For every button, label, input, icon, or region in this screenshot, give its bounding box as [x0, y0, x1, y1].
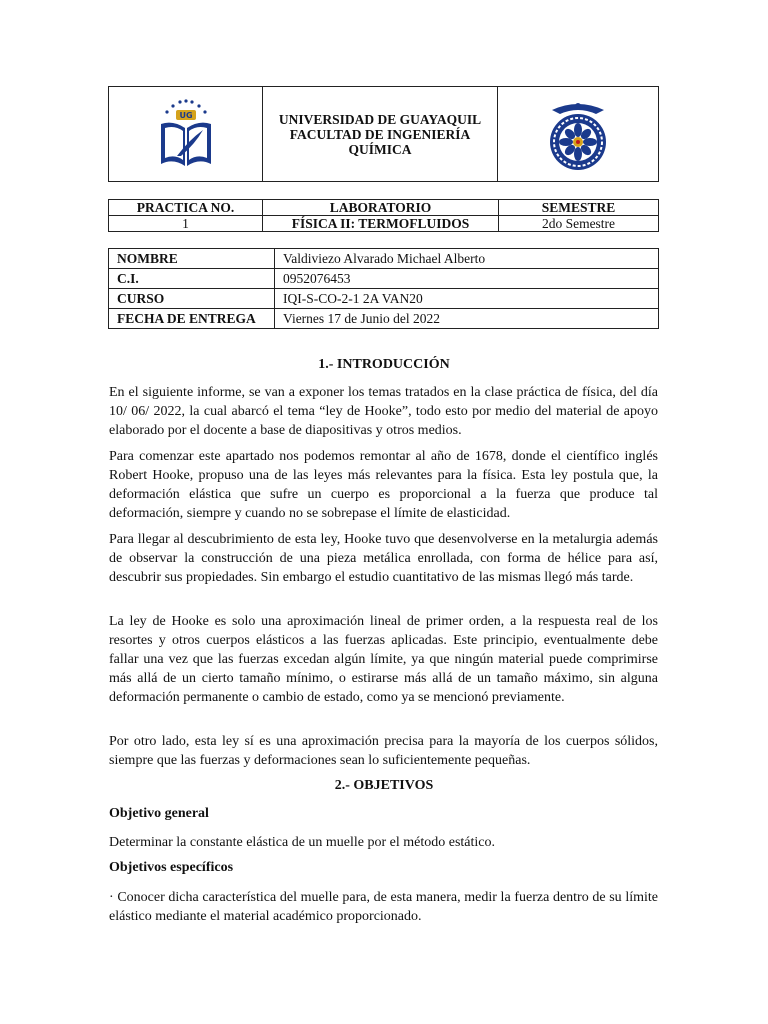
intro-paragraph-5: Por otro lado, esta ley sí es una aproximación precisa para la mayoría de los cuerpos sólidos, siempre que las fuerzas y deformaciones sean lo suficientemente pequeñas.	[109, 734, 658, 768]
id-label: C.I.	[109, 269, 275, 289]
header-title-cell	[263, 87, 498, 181]
introduction-heading: 1.- INTRODUCCIÓN	[318, 357, 450, 372]
student-info-table	[108, 248, 659, 329]
intro-paragraph-4: La ley de Hooke es solo una aproximación lineal de primer orden, a la respuesta real de los resortes y otros cuerpos elásticos a las fuerzas aplicadas. Este principio, eventualmente debe fallar una vez que las fuerzas excedan algún límite, ya que ningún material puede comprimirse más allá de un cierto tamaño mínimo, o estirarse más allá de un tamaño máximo, sin alguna deformación permanente o cambio de estado, como ya se mencionó previamente.	[109, 614, 658, 705]
semester-header: SEMESTRE	[499, 200, 659, 216]
laboratory-header: LABORATORIO	[263, 200, 499, 216]
university-logo-icon	[147, 94, 225, 174]
intro-paragraph-1: En el siguiente informe, se van a exponer los temas tratados en la clase práctica de física, del día 10/ 06/ 2022, la cual abarcó el tema “ley de Hooke”, todo esto por medio del material de apoyo elaborado por el docente a base de diapositivas y otros medios.	[109, 385, 658, 438]
table-row	[109, 309, 659, 329]
practice-number-header: PRACTICA NO.	[109, 200, 263, 216]
faculty-name-line1: FACULTAD DE INGENIERÍA	[289, 126, 471, 142]
faculty-seal-icon	[538, 94, 618, 174]
delivery-date-label: FECHA DE ENTREGA	[109, 309, 275, 329]
university-name: UNIVERSIDAD DE GUAYAQUIL	[278, 111, 482, 127]
course-value: IQI-S-CO-2-1 2A VAN20	[275, 289, 659, 309]
faculty-logo-cell	[498, 87, 658, 181]
header-table	[108, 86, 659, 182]
laboratory-value: FÍSICA II: TERMOFLUIDOS	[263, 216, 499, 232]
university-logo-cell	[109, 87, 263, 181]
id-value: 0952076453	[275, 269, 659, 289]
intro-paragraph-2: Para comenzar este apartado nos podemos remontar al año de 1678, donde el científico inglés Robert Hooke, propuso una de las leyes más relevantes para la física. Esta ley postula que, la deformación elástica que sufre un cuerpo es proporcional a la fuerza que produce tal deformación, siempre y cuando no se sobrepase el límite de elasticidad.	[109, 449, 658, 521]
svg-text:UG: UG	[178, 111, 193, 120]
table-row	[109, 289, 659, 309]
name-value: Valdiviezo Alvarado Michael Alberto	[275, 249, 659, 269]
general-objective-text: Determinar la constante elástica de un muelle por el método estático.	[109, 835, 496, 850]
semester-value: 2do Semestre	[499, 216, 659, 232]
table-row	[109, 269, 659, 289]
delivery-date-value: Viernes 17 de Junio del 2022	[275, 309, 659, 329]
course-label: CURSO	[109, 289, 275, 309]
specific-objective-text: · Conocer dicha característica del muelle para, de esta manera, medir la fuerza dentro de su límite elástico mediante el material académico proporcionado.	[109, 890, 658, 924]
specific-objectives-heading: Objetivos específicos	[109, 860, 234, 875]
objectives-heading: 2.- OBJETIVOS	[334, 778, 434, 793]
practice-number-value: 1	[109, 216, 263, 232]
general-objective-heading: Objetivo general	[109, 806, 209, 821]
intro-paragraph-3: Para llegar al descubrimiento de esta ley, Hooke tuvo que desenvolverse en la metalurgia además de observar la construcción de una pieza metálica enrollada, con forma de hélice para así, descubrir sus propiedades. Sin embargo el estudio cuantitativo de las mismas llegó más tarde.	[109, 532, 658, 585]
name-label: NOMBRE	[109, 249, 275, 269]
faculty-name-line2: QUÍMICA	[348, 141, 412, 157]
table-row	[109, 249, 659, 269]
lab-info-table	[108, 199, 659, 232]
